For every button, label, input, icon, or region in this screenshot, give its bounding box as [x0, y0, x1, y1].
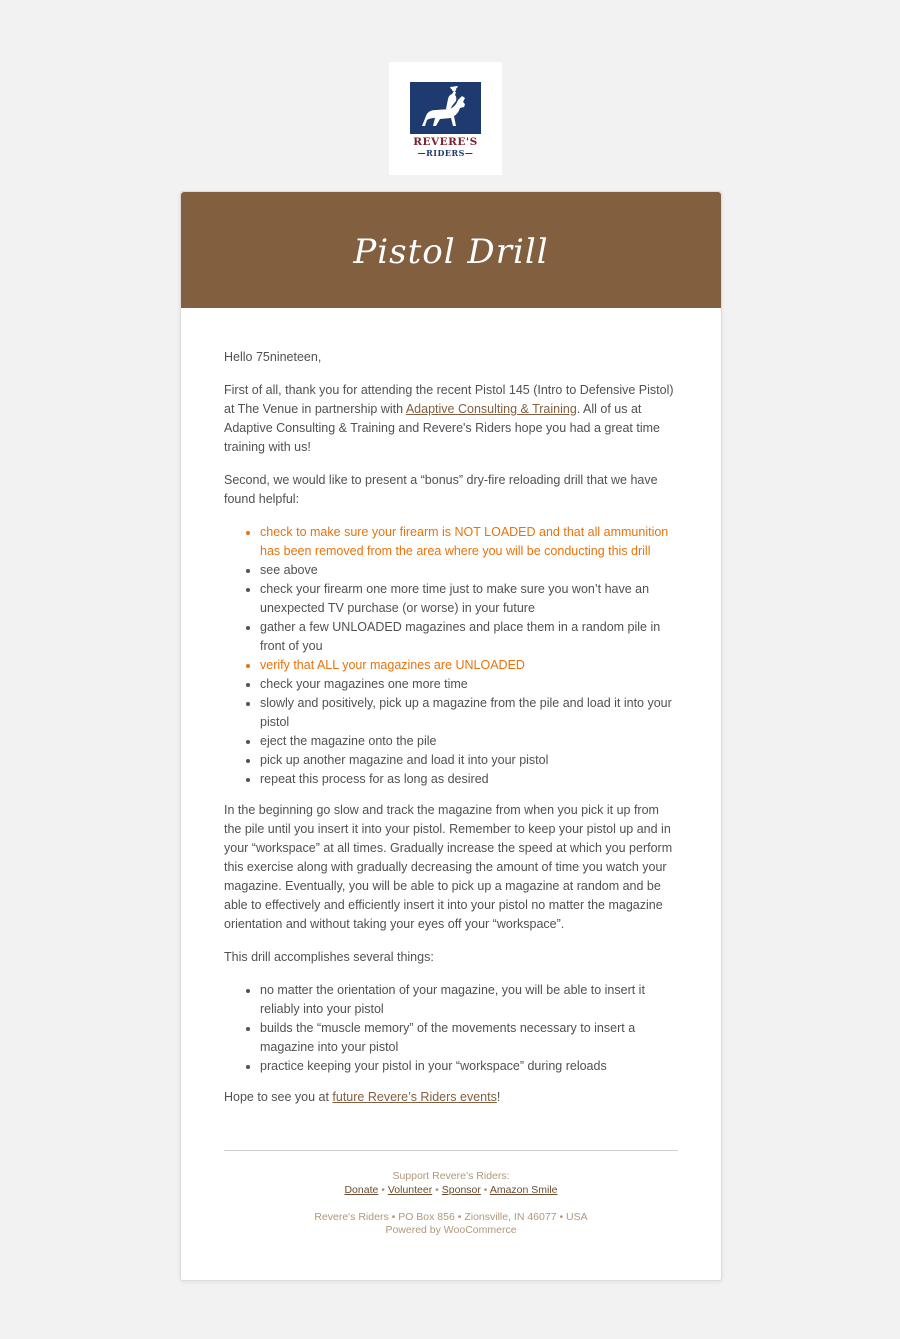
- drill-step: • eject the magazine onto the pile: [260, 732, 679, 751]
- greeting: Hello 75nineteen,: [224, 350, 322, 364]
- benefit-item: • no matter the orientation of your magazine, you will be able to insert it reliably into your pistol: [260, 981, 679, 1019]
- intro-text-before: First of all, thank you for attending the recent Pistol 145 (Intro to Defensive Pistol) at The Venue in partnership with: [224, 383, 674, 416]
- benefit-item: • builds the “muscle memory” of the movements necessary to insert a magazine into your pistol: [260, 1019, 679, 1057]
- closing-text-before: Hope to see you at: [224, 1090, 333, 1104]
- link-separator: •: [435, 1184, 439, 1196]
- closing-text-after: !: [496, 1090, 501, 1104]
- drill-step: • gather a few UNLOADED magazines and place them in a random pile in front of you: [260, 618, 679, 656]
- intro-text-after: . All of us at Adaptive Consulting & Training and Revere's Riders hope you had a great time training with us!: [224, 402, 660, 454]
- drill-step: • repeat this process for as long as desired: [260, 770, 679, 789]
- benefit-item: • practice keeping your pistol in your “workspace” during reloads: [260, 1057, 679, 1076]
- drill-step: • check to make sure your firearm is NOT LOADED and that all ammunition has been removed from the area where you will be conducting this drill: [260, 523, 679, 561]
- email-card: [180, 191, 722, 1281]
- donate-link[interactable]: Donate: [344, 1184, 379, 1196]
- link-separator: •: [381, 1184, 385, 1196]
- footer-divider: [224, 1150, 678, 1151]
- benefits-list: [224, 981, 679, 1076]
- sponsor-link[interactable]: Sponsor: [441, 1184, 481, 1196]
- powered-by: Powered by WooCommerce: [385, 1224, 517, 1236]
- closing-paragraph: [224, 1088, 679, 1107]
- drill-step: • verify that ALL your magazines are UNLOADED: [260, 656, 679, 675]
- support-label: Support Revere’s Riders:: [392, 1170, 510, 1182]
- future-events-link[interactable]: future Revere’s Riders events: [332, 1090, 497, 1104]
- email-body: [224, 348, 679, 1121]
- email-header: [181, 192, 721, 308]
- drill-step: • check your firearm one more time just to make sure you won’t have an unexpected TV purchase (or worse) in your future: [260, 580, 679, 618]
- logo: [389, 62, 502, 175]
- logo-text-reveres: REVERE'S: [413, 136, 478, 148]
- link-separator: •: [483, 1184, 488, 1196]
- volunteer-link[interactable]: Volunteer: [387, 1184, 433, 1196]
- amazon-smile-link[interactable]: Amazon Smile: [489, 1184, 558, 1196]
- drill-step: • see above: [260, 561, 679, 580]
- logo-text-riders: —RIDERS—: [417, 148, 474, 158]
- drill-steps-list: [224, 523, 679, 789]
- benefits-intro: This drill accomplishes several things:: [224, 950, 434, 964]
- drill-step: • pick up another magazine and load it into your pistol: [260, 751, 679, 770]
- drill-step: • slowly and positively, pick up a magazine from the pile and load it into your pistol: [260, 694, 679, 732]
- instructions-paragraph: In the beginning go slow and track the magazine from when you pick it up from the pile until you insert it into your pistol. Remember to keep your pistol up and in your “workspace” at all times. Gradually increase the speed at which you perform this exercise along with gradually decreasing the amount of time you watch your magazine. Eventually, you will be able to pick up a magazine at random and be able to effectively and efficiently insert it into your pistol no matter the magazine orientation and without taking your eyes off your “workspace”.: [224, 803, 673, 931]
- adaptive-consulting-link[interactable]: Adaptive Consulting & Training: [405, 402, 577, 416]
- intro-paragraph: [224, 381, 679, 457]
- footer-address: Revere's Riders • PO Box 856 • Zionsville, IN 46077 • USA: [314, 1211, 588, 1223]
- email-title: Pistol Drill: [353, 232, 549, 272]
- support-links: [181, 1184, 721, 1197]
- drill-step: • check your magazines one more time: [260, 675, 679, 694]
- drill-intro-paragraph: Second, we would like to present a “bonus” dry-fire reloading drill that we have found helpful:: [224, 473, 658, 506]
